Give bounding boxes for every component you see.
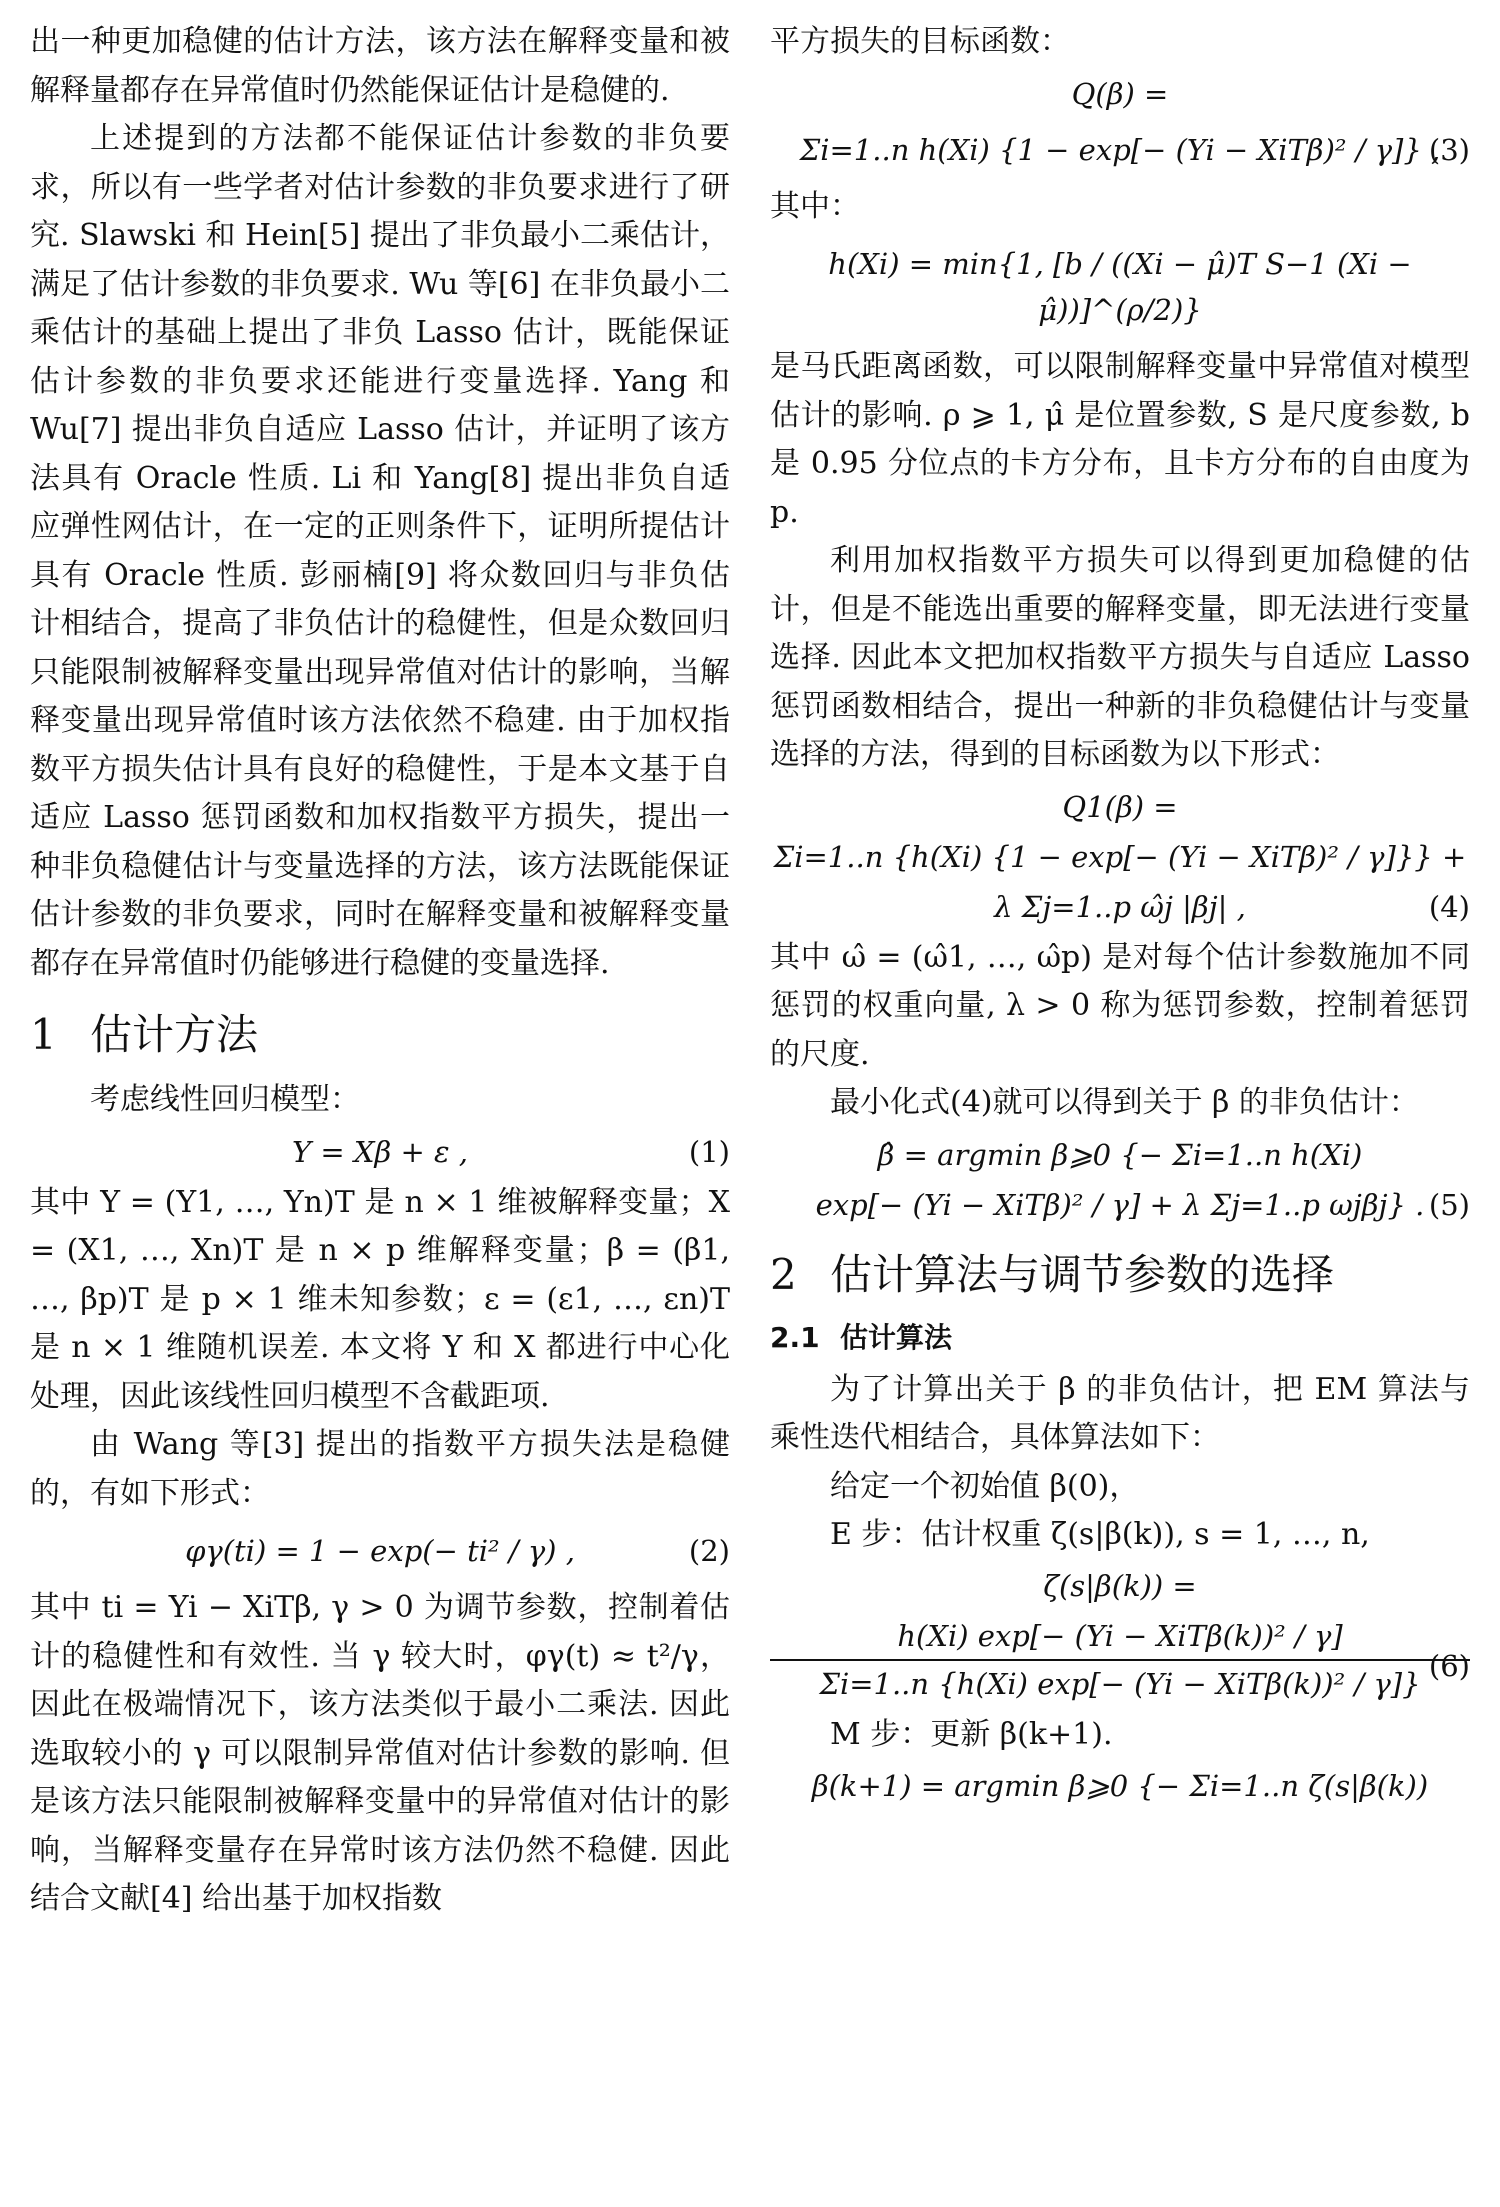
paragraph: 平方损失的目标函数： — [770, 24, 1070, 59]
section-title: 估计算法与调节参数的选择 — [830, 1249, 1335, 1299]
equation — [770, 884, 1470, 930]
equation-number: (2) — [688, 1534, 730, 1568]
equation-body: Σi=1..n h(Xi) {1 − exp[− (Yi − XiTβ)² / γ]} , — [799, 132, 1441, 167]
paragraph: 其中 ti = Yi − XiTβ, γ > 0 为调节参数，控制着估计的稳健性和有效性. 当 γ 较大时，φγ(t) ≈ t²/γ，因此在极端情况下，该方法类似于最小二乘法. 因此选取较小的 γ 可以限制异常值对估计参数的影响. 但是该方法只能限制被解释变量中的异常值对估计的影响，当解释变量存在异常时该方法仍然不稳健. 因此结合文献[4] 给出基于加权指数 — [30, 1590, 730, 1916]
equation — [770, 1182, 1470, 1228]
equation-body: λ Σj=1..p ω̂j |βj| , — [994, 889, 1246, 924]
section-heading — [770, 1242, 1470, 1302]
equation-body: β(k+1) = argmin β⩾0 {− Σi=1..n ζ(s|β(k)) — [811, 1768, 1429, 1803]
equation — [770, 1563, 1470, 1609]
algorithm-line: 给定一个初始值 β(0)， — [830, 1468, 1140, 1504]
equation — [770, 127, 1470, 173]
equation-body: Q(β) = — [1071, 76, 1169, 111]
section-heading — [30, 1002, 730, 1062]
paragraph: 上述提到的方法都不能保证估计参数的非负要求，所以有一些学者对估计参数的非负要求进行了研究. Slawski 和 Hein[5] 提出了非负最小二乘估计，满足了估计参数的非负要求. Wu 等[6] 在非负最小二乘估计的基础上提出了非负 Lasso 估计，既能保证估计参数的非负要求还能进行变量选择. Yang 和 Wu[7] 提出非负自适应 Lasso 估计，并证明了该方法具有 Oracle 性质. Li 和 Yang[8] 提出非负自适应弹性网估计，在一定的正则条件下，证明所提估计具有 Oracle 性质. 彭丽楠[9] 将众数回归与非负估计相结合，提高了非负估计的稳健性，但是众数回归只能限制被解释变量出现异常值对估计的影响，当解释变量出现异常值时该方法依然不稳建. 由于加权指数平方损失估计具有良好的稳健性，于是本文基于自适应 Lasso 惩罚函数和加权指数平方损失，提出一种非负稳健估计与变量选择的方法，该方法既能保证估计参数的非负要求，同时在解释变量和被解释变量都存在异常值时仍能够进行稳健的变量选择. — [30, 121, 730, 981]
section-number: 2 — [770, 1249, 797, 1299]
paragraph: 由 Wang 等[3] 提出的指数平方损失法是稳健的，有如下形式： — [30, 1427, 730, 1511]
equation — [770, 71, 1470, 117]
equation-body: β̂ = argmin β⩾0 {− Σi=1..n h(Xi) — [877, 1137, 1363, 1172]
equation — [30, 1528, 730, 1574]
paragraph: 其中 Y = (Y1, …, Yn)T 是 n × 1 维被解释变量；X = (X1, …, Xn)T 是 n × p 维解释变量；β = (β1, …, βp)T 是 p × 1 维未知参数；ε = (ε1, …, εn)T 是 n × 1 维随机误差. 本文将 Y 和 X 都进行中心化处理，因此该线性回归模型不含截距项. — [30, 1184, 730, 1414]
paragraph: 是马氏距离函数，可以限制解释变量中异常值对模型估计的影响. ρ ⩾ 1, μ̂ 是位置参数, S 是尺度参数, b 是 0.95 分位点的卡方分布，且卡方分布的自由度为 p. — [770, 349, 1470, 530]
equation — [770, 241, 1470, 333]
paragraph: 考虑线性回归模型： — [90, 1082, 360, 1117]
equation-denominator: Σi=1..n {h(Xi) exp[− (Yi − XiTβ(k))² / γ]} — [819, 1666, 1421, 1701]
paragraph: 其中 ω̂ = (ω̂1, …, ω̂p) 是对每个估计参数施加不同惩罚的权重向量, λ > 0 称为惩罚参数，控制着惩罚的尺度. — [770, 939, 1470, 1072]
equation — [770, 1763, 1470, 1809]
algorithm-line: E 步：估计权重 ζ(s|β(k)), s = 1, …, n, — [830, 1516, 1370, 1552]
equation-body: φγ(ti) = 1 − exp(− ti² / γ) , — [185, 1534, 575, 1568]
equation-body: ζ(s|β(k)) = — [1043, 1568, 1197, 1603]
paragraph: 为了计算出关于 β 的非负估计，把 EM 算法与乘性迭代相结合，具体算法如下： — [770, 1371, 1470, 1455]
equation-body: Q1(β) = — [1062, 789, 1178, 824]
paragraph: 利用加权指数平方损失可以得到更加稳健的估计，但是不能选出重要的解释变量，即无法进行变量选择. 因此本文把加权指数平方损失与自适应 Lasso 惩罚函数相结合，提出一种新的非负稳健估计与变量选择的方法，得到的目标函数为以下形式： — [770, 543, 1470, 772]
equation — [770, 1132, 1470, 1178]
subsection-number: 2.1 — [770, 1320, 820, 1354]
paragraph: 出一种更加稳健的估计方法，该方法在解释变量和被解释量都存在异常值时仍然能保证估计是稳健的. — [30, 24, 730, 108]
equation-body: exp[− (Yi − XiTβ)² / γ] + λ Σj=1..p ωjβj} . — [815, 1187, 1425, 1222]
equation-number: (3) — [1428, 132, 1470, 167]
equation-body: Σi=1..n {h(Xi) {1 − exp[− (Yi − XiTβ)² / γ]}} + — [773, 839, 1467, 874]
equation — [770, 784, 1470, 830]
equation-numerator: h(Xi) exp[− (Yi − XiTβ(k))² / γ] — [770, 1613, 1470, 1661]
equation-number: (4) — [1428, 889, 1470, 924]
equation — [30, 1129, 730, 1175]
algorithm-line: M 步：更新 β(k+1). — [830, 1716, 1113, 1752]
equation — [770, 1613, 1470, 1707]
equation-body: Y = Xβ + ε , — [291, 1134, 469, 1169]
section-number: 1 — [30, 1010, 57, 1059]
subsection-title: 估计算法 — [840, 1320, 953, 1354]
equation-number: (1) — [688, 1134, 730, 1169]
paragraph: 其中： — [770, 188, 860, 224]
subsection-heading — [770, 1316, 1470, 1356]
equation-number: (5) — [1428, 1187, 1470, 1222]
right-column — [770, 18, 1470, 1813]
paragraph: 最小化式(4)就可以得到关于 β 的非负估计： — [830, 1085, 1419, 1120]
section-title: 估计方法 — [90, 1010, 259, 1059]
equation-body: h(Xi) = min{1, [b / ((Xi − μ̂)T S−1 (Xi − μ̂))]^(ρ/2)} — [828, 247, 1412, 327]
equation-number: (6) — [1428, 1648, 1470, 1683]
equation — [770, 834, 1470, 880]
left-column — [30, 18, 730, 1924]
